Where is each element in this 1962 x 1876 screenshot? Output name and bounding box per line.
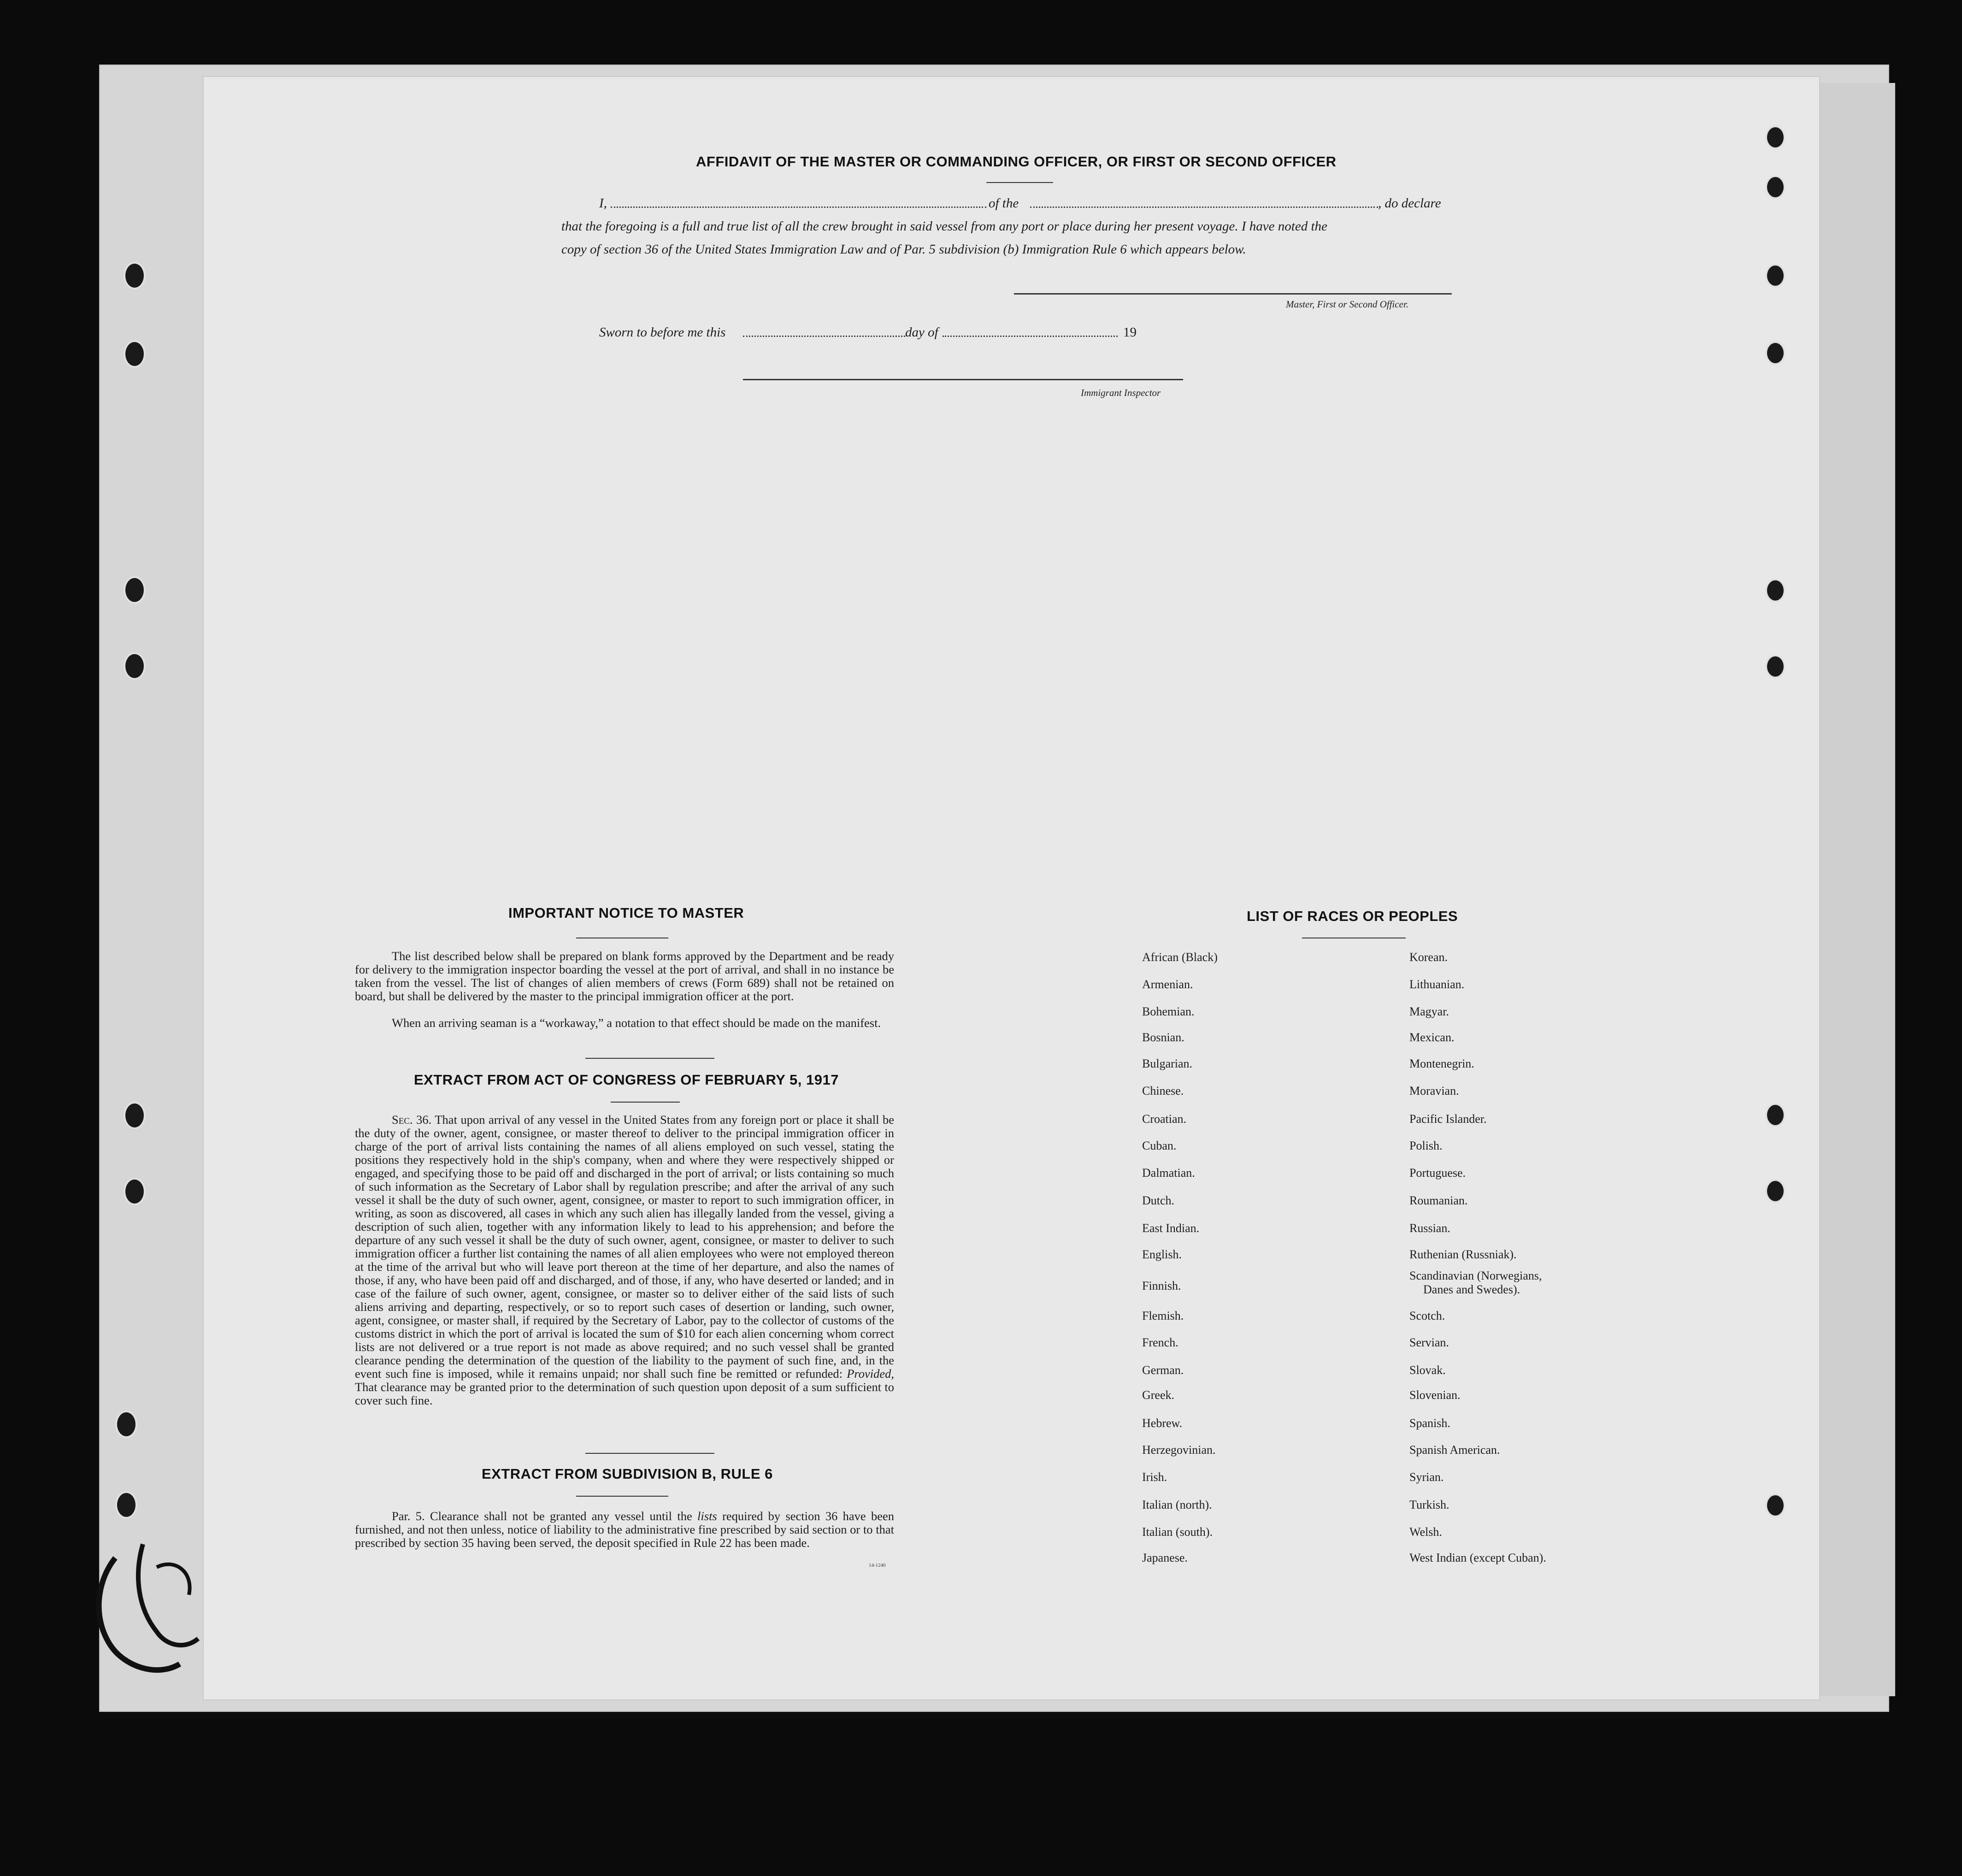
- affidavit-declare: , do declare: [1378, 196, 1441, 211]
- race-item: Italian (south).: [1142, 1525, 1213, 1539]
- race-item: Pacific Islander.: [1409, 1112, 1487, 1126]
- race-item: Spanish American.: [1409, 1443, 1500, 1457]
- race-item: West Indian (except Cuban).: [1409, 1551, 1546, 1564]
- race-item: Portuguese.: [1409, 1166, 1466, 1180]
- race-item: Dutch.: [1142, 1194, 1175, 1207]
- race-item: Moravian.: [1409, 1084, 1459, 1097]
- race-item: East Indian.: [1142, 1221, 1200, 1235]
- divider: [585, 1058, 714, 1059]
- provided-word: Provided,: [847, 1367, 894, 1380]
- affidavit-i: I,: [599, 196, 607, 211]
- sworn-day-field[interactable]: [743, 336, 905, 337]
- race-item: Polish.: [1409, 1139, 1443, 1152]
- affidavit-title: AFFIDAVIT OF THE MASTER OR COMMANDING OFFICER, OR FIRST OR SECOND OFFICER: [696, 153, 1337, 170]
- race-item: Korean.: [1409, 950, 1448, 964]
- race-item: Lithuanian.: [1409, 978, 1465, 991]
- race-item: Turkish.: [1409, 1498, 1449, 1511]
- race-item: Bosnian.: [1142, 1031, 1184, 1044]
- race-item: German.: [1142, 1363, 1184, 1377]
- master-name-field[interactable]: [611, 206, 986, 208]
- rule-extract-title: EXTRACT FROM SUBDIVISION B, RULE 6: [482, 1466, 773, 1482]
- race-item: Mexican.: [1409, 1031, 1455, 1044]
- race-item: Slovenian.: [1409, 1388, 1461, 1402]
- race-item: Scandinavian (Norwegians,: [1409, 1269, 1542, 1282]
- year-prefix: 19: [1123, 325, 1137, 340]
- race-item: Flemish.: [1142, 1309, 1184, 1322]
- day-of-label: day of: [905, 325, 938, 340]
- race-item-continuation: Danes and Swedes).: [1423, 1283, 1520, 1296]
- section-body: That upon arrival of any vessel in the United States from any foreign port or place it shall be the duty of the owner, agent, consignee, or master thereof to deliver to the principal immigration officer in charge of the port of arrival lists containing the names of all aliens employed on such vessel, stating the positions they respectively hold in the ship's company, when and where they were respectively shipped or engaged, and specifying those to be paid off and discharged in the port of arrival; or lists containing so much of such information as the Secretary of Labor shall by regulation prescribe; and after the arrival of any such vessel it shall be the duty of such owner, agent, consignee, or master to report to such immigration officer, in writing, as soon as discovered, all cases in which any such alien has illegally landed from the vessel, giving a description of such alien, together with any information likely to lead to his apprehension; and before the departure of any such vessel it shall be the duty of such owner, agent, consignee, or master to deliver to such immigration officer a further list containing the names of all alien employees who were not employed thereon at the time of the arrival but who will leave port thereon at the time of her departure, and also the names of those, if any, who have been paid off and discharged, and of those, if any, who have deserted or landed; and in case of the failure of such owner, agent, consignee, or master so to deliver either of the said lists of such aliens arriving and departing, respectively, or so to report such cases of desertion or landing, such owner, agent, consignee, or master shall, if required by the Secretary of Labor, pay to the collector of customs of the customs district in which the port of arrival is located the sum of $10 for each alien concerning whom correct lists are not delivered or a true report is not made as above required; and no such vessel shall be granted clearance pending the determination of the question of the liability to the payment of such fine, and, in the event such fine is imposed, while it remains unpaid; nor shall such fine be remitted or refunded:: [355, 1113, 894, 1380]
- affidavit-of-the: of the: [989, 196, 1019, 211]
- race-item: French.: [1142, 1336, 1178, 1349]
- race-item: Russian.: [1409, 1221, 1450, 1235]
- race-item: Italian (north).: [1142, 1498, 1212, 1511]
- race-item: Japanese.: [1142, 1551, 1188, 1564]
- punch-hole: [124, 262, 146, 289]
- punch-hole: [1765, 1103, 1785, 1127]
- race-item: African (Black): [1142, 950, 1218, 964]
- divider: [611, 1102, 680, 1103]
- punch-hole: [1765, 1179, 1785, 1203]
- notice-paragraph-1: The list described below shall be prepared on blank forms approved by the Department and be ready for delivery to the immigration inspector boarding the vessel at the port of arrival, and shall in no instance be taken from the vessel. The list of changes of alien members of crews (Form 689) shall not be retained on board, but shall be delivered by the master to the principal immigration officer at the port.: [355, 949, 894, 1003]
- manifest-back-page: [203, 76, 1820, 1700]
- race-item: Magyar.: [1409, 1005, 1449, 1018]
- rule-body-b: required by section 36 have been furnished, and not then unless, notice of liability to the administrative fine prescribed by said section or to that prescribed by section 35 having been served, the deposit specified in Rule 22 has been made.: [355, 1509, 894, 1550]
- affidavit-line-2: that the foregoing is a full and true list of all the crew brought in said vessel from any port or place during her present voyage. I have noted the: [561, 219, 1327, 234]
- punch-hole: [1765, 655, 1785, 678]
- punch-hole: [1765, 341, 1785, 365]
- punch-hole: [115, 1491, 137, 1519]
- race-item: Syrian.: [1409, 1470, 1444, 1484]
- race-item: Dalmatian.: [1142, 1166, 1195, 1180]
- act-extract-body: [355, 1113, 894, 1407]
- races-title: LIST OF RACES OR PEOPLES: [1247, 908, 1458, 924]
- race-item: Hebrew.: [1142, 1416, 1183, 1430]
- race-item: Montenegrin.: [1409, 1057, 1474, 1070]
- act-extract-title: EXTRACT FROM ACT OF CONGRESS OF FEBRUARY 5, 1917: [414, 1072, 839, 1088]
- punch-hole: [124, 1178, 146, 1205]
- punch-hole: [1765, 175, 1785, 199]
- punch-hole: [1765, 264, 1785, 288]
- notice-title: IMPORTANT NOTICE TO MASTER: [508, 905, 744, 921]
- punch-hole: [124, 576, 146, 604]
- affidavit-line-3: copy of section 36 of the United States Immigration Law and of Par. 5 subdivision (b) Immigration Rule 6 which appears below.: [561, 242, 1246, 257]
- divider: [576, 1496, 668, 1497]
- race-item: Greek.: [1142, 1388, 1175, 1402]
- lists-word: lists: [697, 1509, 717, 1523]
- sworn-label: Sworn to before me this: [599, 325, 726, 340]
- punch-hole: [115, 1410, 137, 1438]
- race-item: Finnish.: [1142, 1279, 1181, 1292]
- race-item: Armenian.: [1142, 978, 1193, 991]
- race-item: Spanish.: [1409, 1416, 1450, 1430]
- section-label: Sec. 36.: [392, 1113, 432, 1127]
- punch-hole: [124, 652, 146, 680]
- punch-hole: [124, 1102, 146, 1129]
- race-item: Roumanian.: [1409, 1194, 1468, 1207]
- race-item: Welsh.: [1409, 1525, 1442, 1539]
- master-signature-line[interactable]: [1014, 293, 1452, 295]
- punch-hole: [1765, 578, 1785, 602]
- race-item: Chinese.: [1142, 1084, 1184, 1097]
- rule-body-a: Par. 5. Clearance shall not be granted any vessel until the: [392, 1509, 692, 1523]
- punch-hole: [124, 340, 146, 368]
- race-item: Ruthenian (Russniak).: [1409, 1248, 1517, 1261]
- race-item: Bohemian.: [1142, 1005, 1195, 1018]
- handwritten-scribble: [88, 1540, 221, 1682]
- rule-extract-body: [355, 1510, 894, 1550]
- punch-hole: [1765, 1493, 1785, 1517]
- notice-paragraph-2: When an arriving seaman is a “workaway,” a notation to that effect should be made on the manifest.: [392, 1016, 881, 1030]
- race-item: Servian.: [1409, 1336, 1449, 1349]
- race-item: Slovak.: [1409, 1363, 1446, 1377]
- punch-hole: [1765, 125, 1785, 149]
- master-signature-caption: Master, First or Second Officer.: [1286, 299, 1408, 310]
- divider: [585, 1453, 714, 1454]
- divider: [986, 182, 1053, 183]
- race-item: Cuban.: [1142, 1139, 1177, 1152]
- race-item: Herzegovinian.: [1142, 1443, 1216, 1457]
- race-item: Croatian.: [1142, 1112, 1187, 1126]
- race-item: Irish.: [1142, 1470, 1167, 1484]
- race-item: Scotch.: [1409, 1309, 1445, 1322]
- inspector-signature-line[interactable]: [743, 379, 1183, 380]
- form-number: 14-1240: [869, 1563, 886, 1568]
- inspector-caption: Immigrant Inspector: [1081, 387, 1161, 398]
- vessel-name-field[interactable]: [1030, 206, 1378, 208]
- race-item: Bulgarian.: [1142, 1057, 1193, 1070]
- sworn-month-field[interactable]: [943, 336, 1118, 337]
- race-item: English.: [1142, 1248, 1182, 1261]
- section-body-end: That clearance may be granted prior to the determination of such question upon deposit of a sum sufficient to cover such fine.: [355, 1380, 894, 1407]
